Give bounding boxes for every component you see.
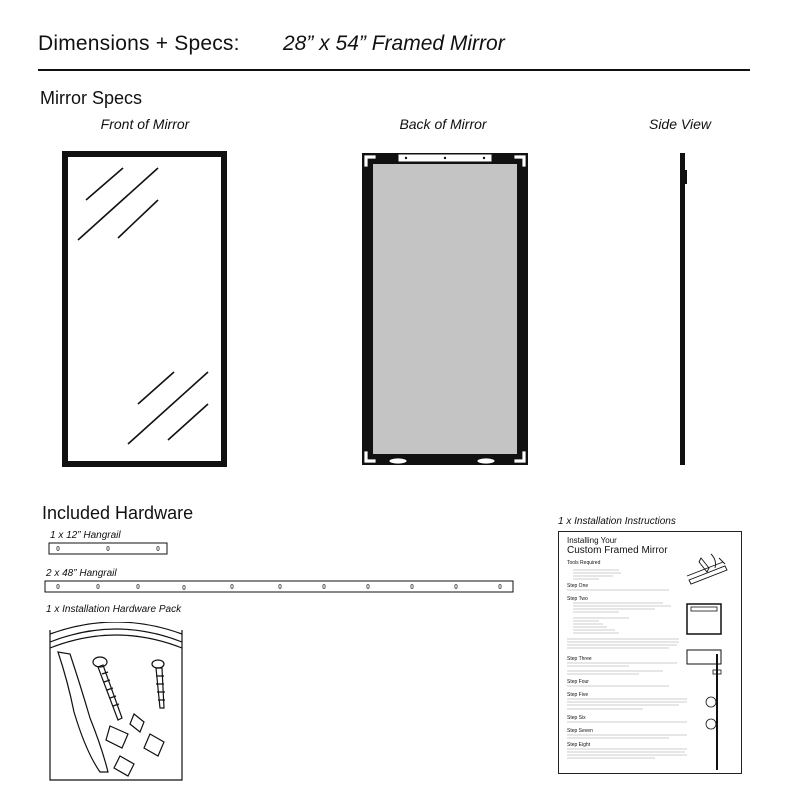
instructions-sheet bbox=[558, 531, 742, 774]
step-one: Step One bbox=[567, 583, 589, 589]
front-mirror-drawing bbox=[60, 150, 230, 468]
front-of-mirror-label: Front of Mirror bbox=[100, 116, 190, 132]
instructions-body-drawing bbox=[559, 532, 741, 773]
side-hangrail bbox=[685, 170, 687, 184]
tools-illustration bbox=[687, 554, 727, 584]
back-of-mirror-label: Back of Mirror bbox=[399, 116, 487, 132]
plastic-anchors bbox=[106, 714, 164, 776]
glass-reflection-lines bbox=[78, 168, 208, 444]
step-six: Step Six bbox=[567, 715, 586, 721]
hangrail-48-drawing bbox=[44, 580, 516, 594]
step-seven: Step Seven bbox=[567, 728, 593, 734]
wall-anchor-strip bbox=[58, 652, 108, 772]
front-mirror-frame bbox=[65, 154, 224, 464]
header-divider bbox=[38, 69, 750, 71]
page-title: Dimensions + Specs: bbox=[38, 32, 240, 55]
side-profile bbox=[680, 153, 685, 465]
instructions-title-line2: Custom Framed Mirror bbox=[567, 545, 668, 556]
instructions-label: 1 x Installation Instructions bbox=[558, 516, 676, 527]
hangrail-48-label: 2 x 48” Hangrail bbox=[46, 568, 117, 579]
step-five: Step Five bbox=[567, 692, 589, 698]
step-four: Step Four bbox=[567, 679, 589, 685]
mirror-specs-heading: Mirror Specs bbox=[40, 88, 143, 108]
side-view-drawing bbox=[676, 150, 690, 468]
back-panel bbox=[373, 164, 517, 454]
instructions-title-line1: Installing Your bbox=[567, 536, 617, 545]
hardware-pack-label: 1 x Installation Hardware Pack bbox=[46, 604, 182, 615]
hangrail-12-drawing bbox=[48, 542, 170, 556]
tools-required-heading: Tools Required bbox=[567, 560, 601, 566]
step-two: Step Two bbox=[567, 596, 588, 602]
long-screw bbox=[93, 657, 122, 720]
included-hardware-heading: Included Hardware bbox=[42, 503, 194, 523]
step-three: Step Three bbox=[567, 656, 592, 662]
hangrail-12-label: 1 x 12” Hangrail bbox=[50, 530, 121, 541]
step-eight: Step Eight bbox=[567, 742, 591, 748]
side-view-label: Side View bbox=[648, 116, 711, 132]
fine-print-lines bbox=[567, 570, 687, 758]
product-subtitle: 28” x 54” Framed Mirror bbox=[283, 32, 505, 55]
instruction-mirror-diagrams bbox=[687, 604, 721, 770]
short-screw bbox=[152, 660, 165, 708]
hardware-pack-drawing bbox=[46, 622, 186, 784]
back-mirror-drawing bbox=[358, 150, 532, 468]
